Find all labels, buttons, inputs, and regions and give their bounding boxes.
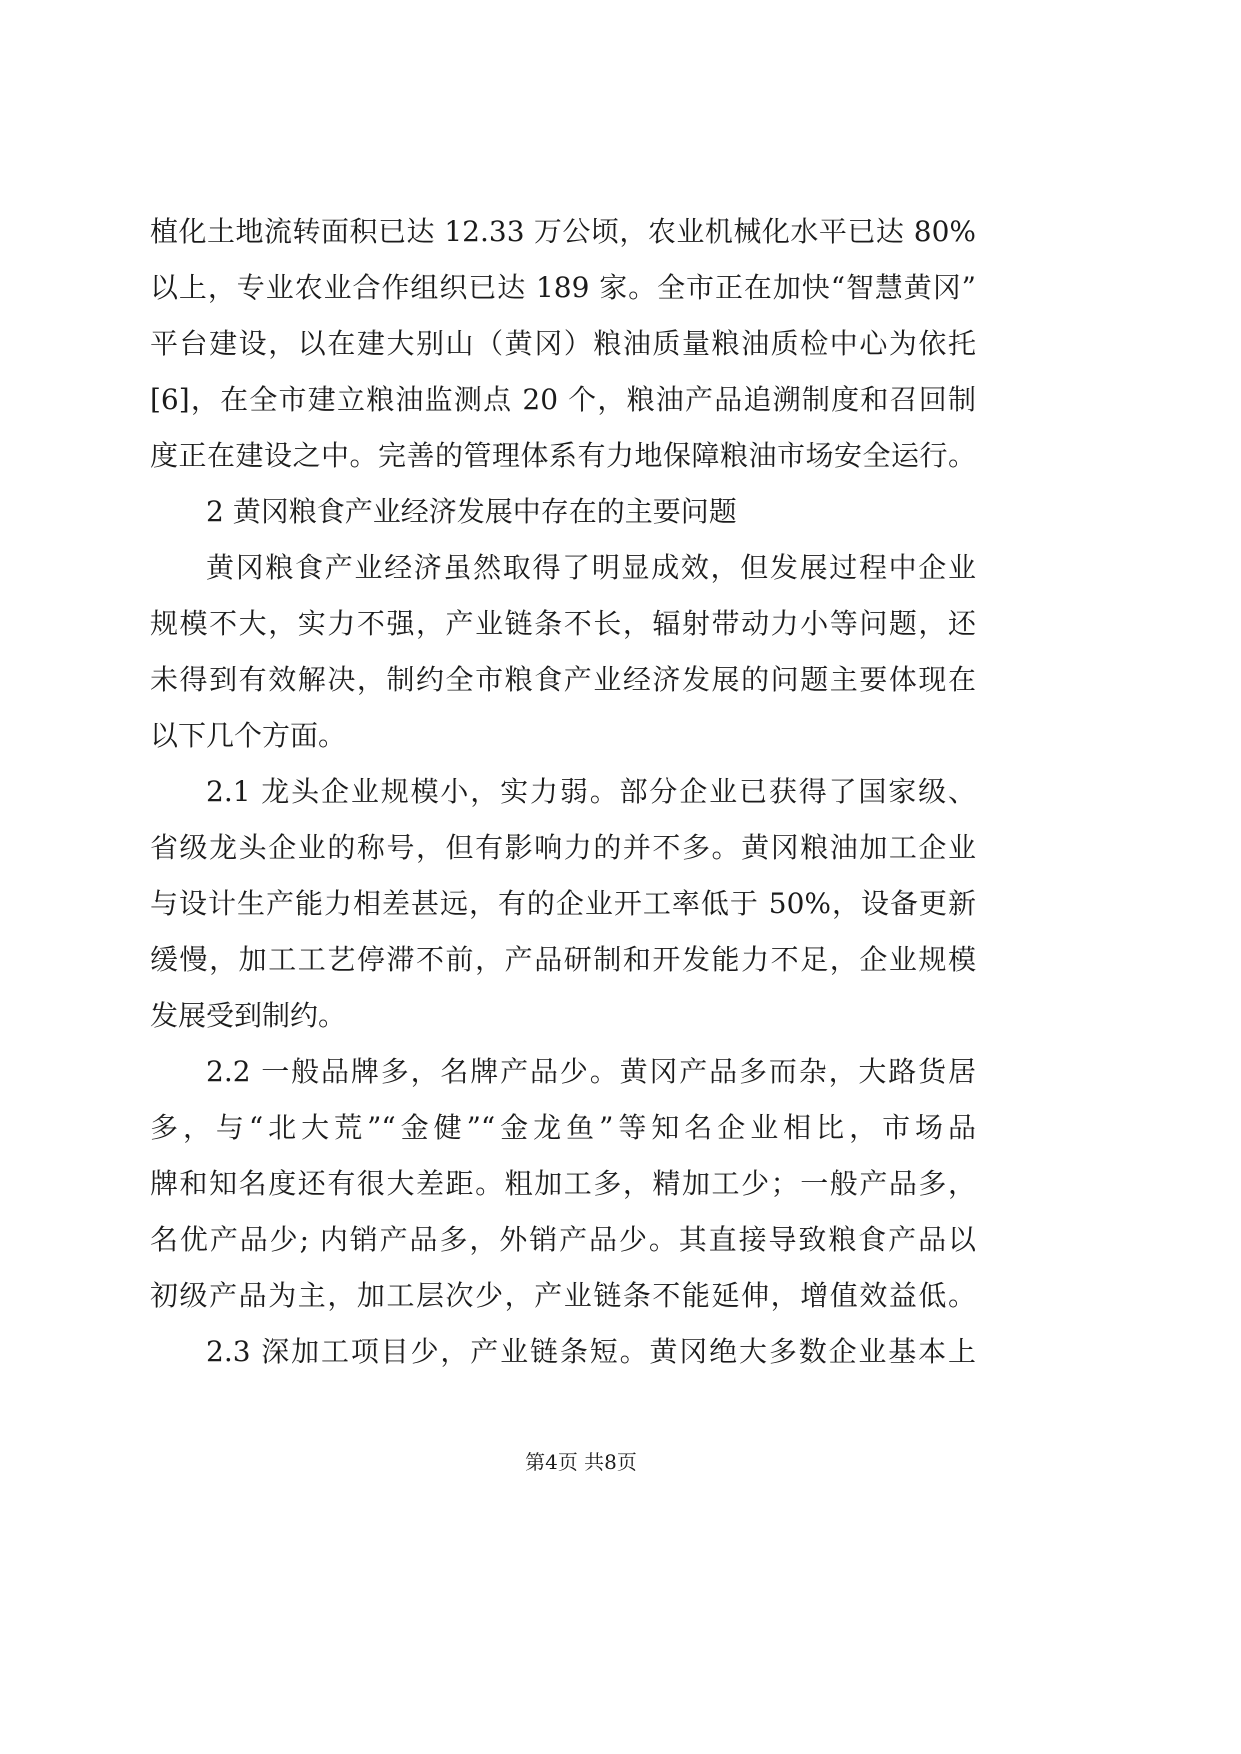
paragraph-line: 平台建设，以在建大别山（黄冈）粮油质量粮油质检中心为依托 — [150, 327, 976, 360]
paragraph-line: 规模不大，实力不强，产业链条不长，辐射带动力小等问题，还 — [150, 607, 976, 640]
section-heading — [150, 484, 976, 540]
paragraph-line: 与设计生产能力相差甚远，有的企业开工率低于 50%，设备更新 — [150, 887, 976, 920]
paragraph-line: 度正在建设之中。完善的管理体系有力地保障粮油市场安全运行。 — [150, 439, 976, 472]
paragraph-line: 2.1 龙头企业规模小，实力弱。部分企业已获得了国家级、 — [206, 775, 976, 808]
paragraph-2-2 — [150, 1044, 976, 1324]
paragraph-line: 名优产品少; 内销产品多，外销产品少。其直接导致粮食产品以 — [150, 1223, 976, 1256]
paragraph-line: 植化土地流转面积已达 12.33 万公顷，农业机械化水平已达 80% — [150, 215, 976, 248]
paragraph-line: [6]，在全市建立粮油监测点 20 个，粮油产品追溯制度和召回制 — [150, 383, 976, 416]
section-heading-text: 2 黄冈粮食产业经济发展中存在的主要问题 — [206, 495, 737, 528]
paragraph-line: 2.2 一般品牌多，名牌产品少。黄冈产品多而杂，大路货居 — [206, 1055, 976, 1088]
paragraph-line: 初级产品为主，加工层次少，产业链条不能延伸，增值效益低。 — [150, 1279, 976, 1312]
paragraph-line: 多，与“北大荒”“金健”“金龙鱼”等知名企业相比，市场品 — [150, 1111, 976, 1144]
paragraph-line: 牌和知名度还有很大差距。粗加工多，精加工少；一般产品多， — [150, 1167, 976, 1200]
paragraph-line: 2.3 深加工项目少，产业链条短。黄冈绝大多数企业基本上 — [206, 1335, 976, 1368]
paragraph-2-1 — [150, 764, 976, 1044]
paragraph-line: 缓慢，加工工艺停滞不前，产品研制和开发能力不足，企业规模 — [150, 943, 976, 976]
paragraph-line: 黄冈粮食产业经济虽然取得了明显成效，但发展过程中企业 — [206, 551, 976, 584]
paragraph-intro — [150, 540, 976, 764]
paragraph-line: 以上，专业农业合作组织已达 189 家。全市正在加快“智慧黄冈” — [150, 271, 976, 304]
document-body — [150, 204, 976, 1380]
paragraph-line: 未得到有效解决，制约全市粮食产业经济发展的问题主要体现在 — [150, 663, 976, 696]
page-number-footer: 第4页 共8页 — [525, 1450, 637, 1474]
paragraph-line: 以下几个方面。 — [150, 719, 347, 752]
paragraph-continuation — [150, 204, 976, 484]
paragraph-2-3 — [150, 1324, 976, 1380]
paragraph-line: 发展受到制约。 — [150, 999, 347, 1032]
paragraph-line: 省级龙头企业的称号，但有影响力的并不多。黄冈粮油加工企业 — [150, 831, 976, 864]
